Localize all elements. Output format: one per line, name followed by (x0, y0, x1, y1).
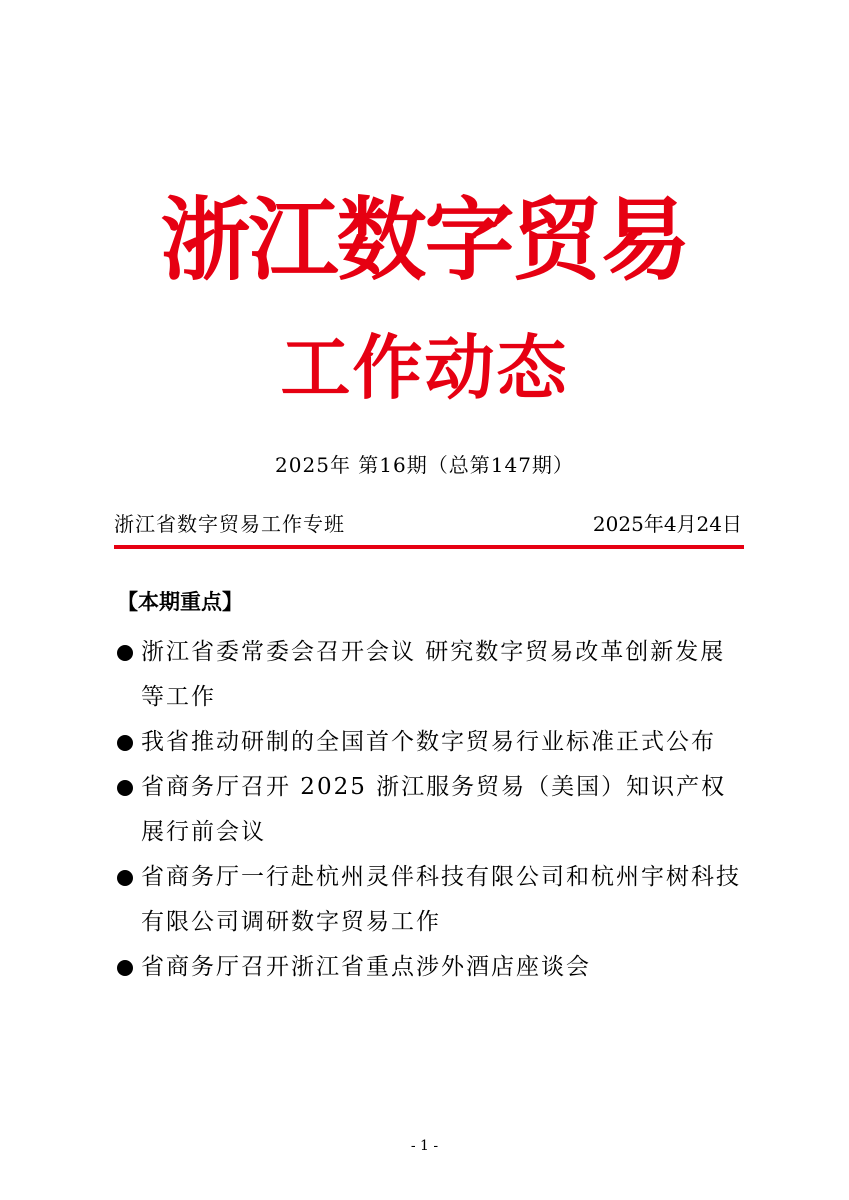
highlights-list (117, 630, 747, 990)
highlights-heading: 【本期重点】 (117, 590, 243, 614)
page-number: - 1 - (410, 1138, 439, 1154)
highlight-item (117, 630, 747, 720)
highlight-item (117, 855, 747, 945)
issue-number: 2025年 第16期（总第147期） (275, 453, 574, 477)
highlight-item-text: 省商务厅召开浙江省重点涉外酒店座谈会 (141, 954, 591, 980)
bullet-dot-icon (117, 960, 133, 976)
highlight-item-text: 我省推动研制的全国首个数字贸易行业标准正式公布 (141, 729, 716, 755)
highlight-item (117, 765, 747, 855)
bullet-dot-icon (117, 780, 133, 796)
highlight-item-text: 浙江省委常委会召开会议 研究数字贸易改革创新发展等工作 (141, 639, 726, 710)
bullet-dot-icon (117, 645, 133, 661)
document-title-line-1: 浙江数字贸易 (160, 187, 689, 293)
masthead-red-rule (114, 545, 744, 549)
masthead-meta-row (114, 514, 742, 540)
bullet-dot-icon (117, 735, 133, 751)
highlight-item (117, 720, 747, 765)
issue-date: 2025年4月24日 (592, 512, 742, 536)
document-title-line-2: 工作动态 (280, 326, 569, 409)
highlight-item-text: 省商务厅召开 2025 浙江服务贸易（美国）知识产权展行前会议 (141, 774, 727, 845)
highlight-item-text: 省商务厅一行赴杭州灵伴科技有限公司和杭州宇树科技有限公司调研数字贸易工作 (141, 864, 741, 935)
issuing-organization: 浙江省数字贸易工作专班 (114, 512, 345, 536)
highlight-item (117, 945, 747, 990)
bullet-dot-icon (117, 870, 133, 886)
